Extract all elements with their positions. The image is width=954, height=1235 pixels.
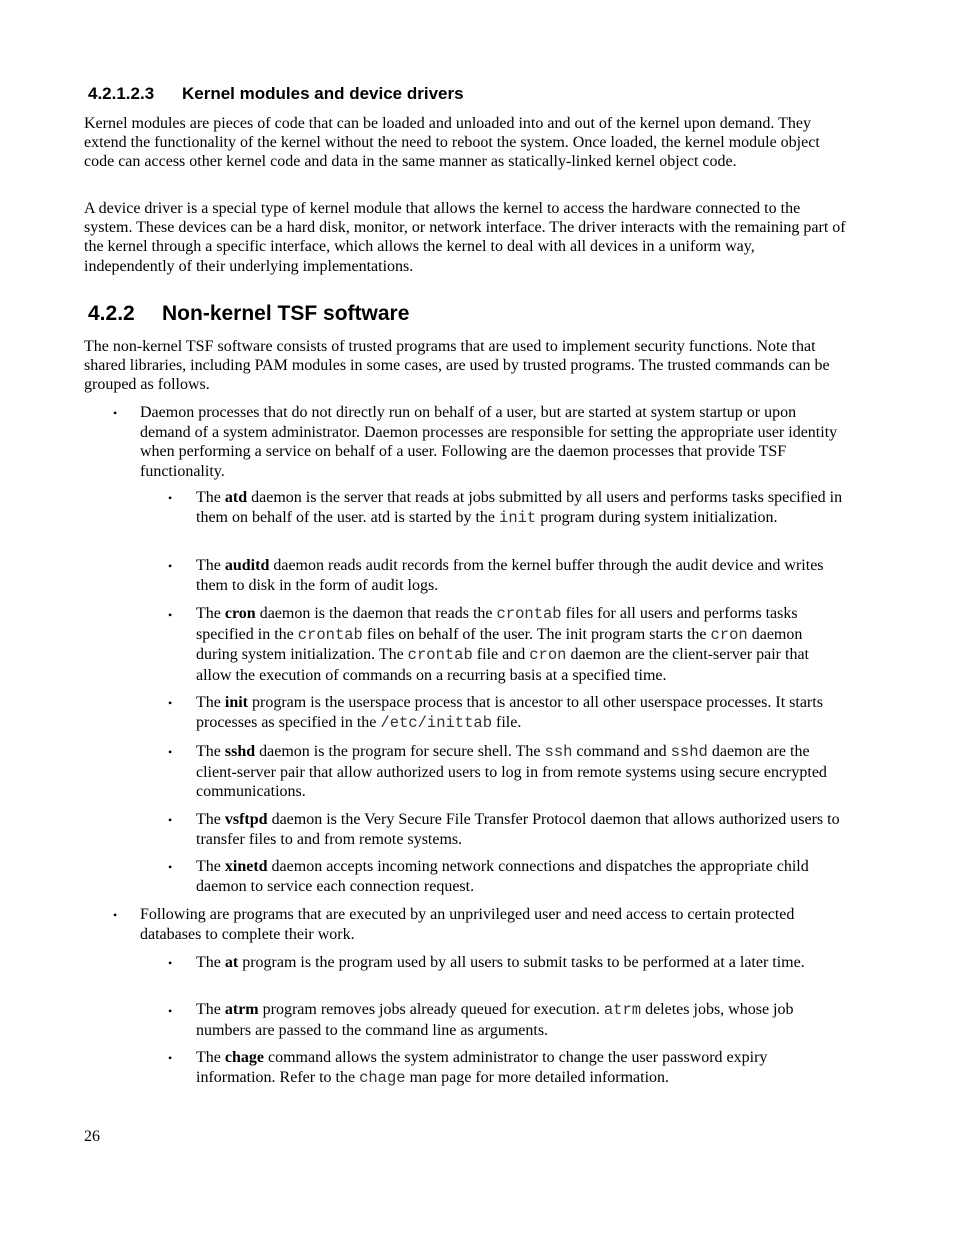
paragraph-device-driver: A device driver is a special type of kernel module that allows the kernel to access the hardware connected to the system. These devices can be a hard disk, monitor, or network interface. The driver interacts with the remaining part of the kernel through a specific interface, which allows the kernel to deal with all devices in a uniform way, independently of their underlying implementations.	[84, 200, 846, 275]
list-item-cron: • The cron daemon is the daemon that reads the crontab files for all users and performs tasks specified in the crontab files on behalf of the user. The init program starts the cron daemon during system initialization. The crontab file and cron daemon are the client-server pair that allow the execution of commands on a recurring basis at a specified time.	[168, 605, 809, 684]
list-item-xinetd: • The xinetd daemon accepts incoming network connections and dispatches the appropriate child daemon to service each connection request.	[168, 858, 809, 895]
bullet-glyph: •	[113, 406, 118, 420]
term-auditd: auditd	[224, 557, 270, 574]
bullet-glyph: •	[168, 608, 173, 622]
section-title: Non-kernel TSF software	[162, 302, 410, 325]
term-atd: atd	[224, 489, 248, 506]
bullet-glyph: •	[168, 559, 173, 573]
code-crontab: crontab	[407, 646, 473, 664]
code-sshd: sshd	[670, 743, 708, 761]
term-sshd: sshd	[224, 743, 256, 760]
code-init: init	[499, 508, 537, 527]
bullet-glyph: •	[168, 1051, 173, 1065]
bullet-glyph: •	[168, 1004, 173, 1018]
paragraph-non-kernel-intro: The non-kernel TSF software consists of trusted programs that are used to implement security functions. Note that shared libraries, including PAM modules in some cases, are used by trusted programs. The trusted commands can be grouped as follows.	[84, 338, 830, 394]
list-item-sshd: • The sshd daemon is the program for secure shell. The ssh command and sshd daemon are the client-server pair that allow authorized users to log in from remote systems using secure encrypted communications.	[168, 743, 827, 800]
list-item-auditd: • The auditd daemon reads audit records from the kernel buffer through the audit device and writes them to disk in the form of audit logs.	[168, 557, 824, 594]
bullet-glyph: •	[168, 491, 173, 505]
code-etc-inittab: /etc/inittab	[380, 713, 493, 732]
code-cron: cron	[710, 625, 748, 644]
bullet-glyph: •	[168, 860, 173, 874]
subsection-number: 4.2.1.2.3	[88, 84, 155, 103]
bullet-glyph: •	[168, 745, 173, 759]
subsection-title: Kernel modules and device drivers	[182, 84, 464, 103]
list-item-at: • The at program is the program used by all users to submit tasks to be performed at a later time.	[196, 953, 844, 973]
code-atrm: atrm	[603, 1001, 642, 1019]
code-chage: chage	[359, 1068, 406, 1087]
paragraph-kernel-modules: Kernel modules are pieces of code that can be loaded and unloaded into and out of the kernel upon demand. They extend the functionality of the kernel without the need to reboot the system. Once loaded, the kernel module object code can access other kernel code and data in the same manner as statically-linked kernel object code.	[84, 115, 820, 171]
term-at: at	[224, 954, 239, 971]
list-item-atrm: • The atrm program removes jobs already queued for execution. atrm deletes jobs, whose job numbers are passed to the command line as arguments.	[168, 1001, 794, 1039]
page-number: 26	[84, 1128, 100, 1145]
list-item-atd: • The atd daemon is the server that reads at jobs submitted by all users and performs tasks specified in them on behalf of the user. atd is started by the init program during system initialization.	[168, 489, 843, 527]
list-item-unprivileged-programs: • Following are programs that are executed by an unprivileged user and need access to certain protected databases to complete their work.	[113, 906, 795, 943]
term-atrm: atrm	[224, 1001, 259, 1018]
list-item-init: • The init program is the userspace process that is ancestor to all other userspace processes. It starts processes as specified in the /etc/inittab file.	[168, 694, 823, 732]
bullet-glyph: •	[168, 956, 173, 970]
code-crontab: crontab	[496, 605, 562, 623]
term-chage: chage	[224, 1049, 264, 1066]
list-item-chage: • The chage command allows the system administrator to change the user password expiry information. Refer to the chage man page for more detailed information.	[168, 1049, 768, 1087]
bullet-glyph: •	[168, 813, 173, 827]
code-cron: cron	[529, 646, 567, 664]
bullet-glyph: •	[113, 908, 118, 922]
section-heading	[88, 302, 409, 326]
term-init: init	[224, 694, 248, 711]
code-ssh: ssh	[544, 743, 573, 761]
term-xinetd: xinetd	[224, 858, 268, 875]
code-crontab: crontab	[297, 625, 363, 644]
term-vsftpd: vsftpd	[224, 811, 268, 828]
subsection-heading	[88, 84, 464, 104]
list-item-daemon-processes: • Daemon processes that do not directly run on behalf of a user, but are started at system startup or upon demand of a system administrator. Daemon processes are responsible for setting the appropriate user identity when performing a service on behalf of a user. Following are the daemon processes that provide TSF functionality.	[113, 404, 838, 480]
section-number: 4.2.2	[88, 302, 135, 325]
list-item-vsftpd: • The vsftpd daemon is the Very Secure File Transfer Protocol daemon that allows authorized users to transfer files to and from remote systems.	[168, 811, 840, 848]
term-cron: cron	[224, 605, 256, 622]
bullet-glyph: •	[168, 696, 173, 710]
